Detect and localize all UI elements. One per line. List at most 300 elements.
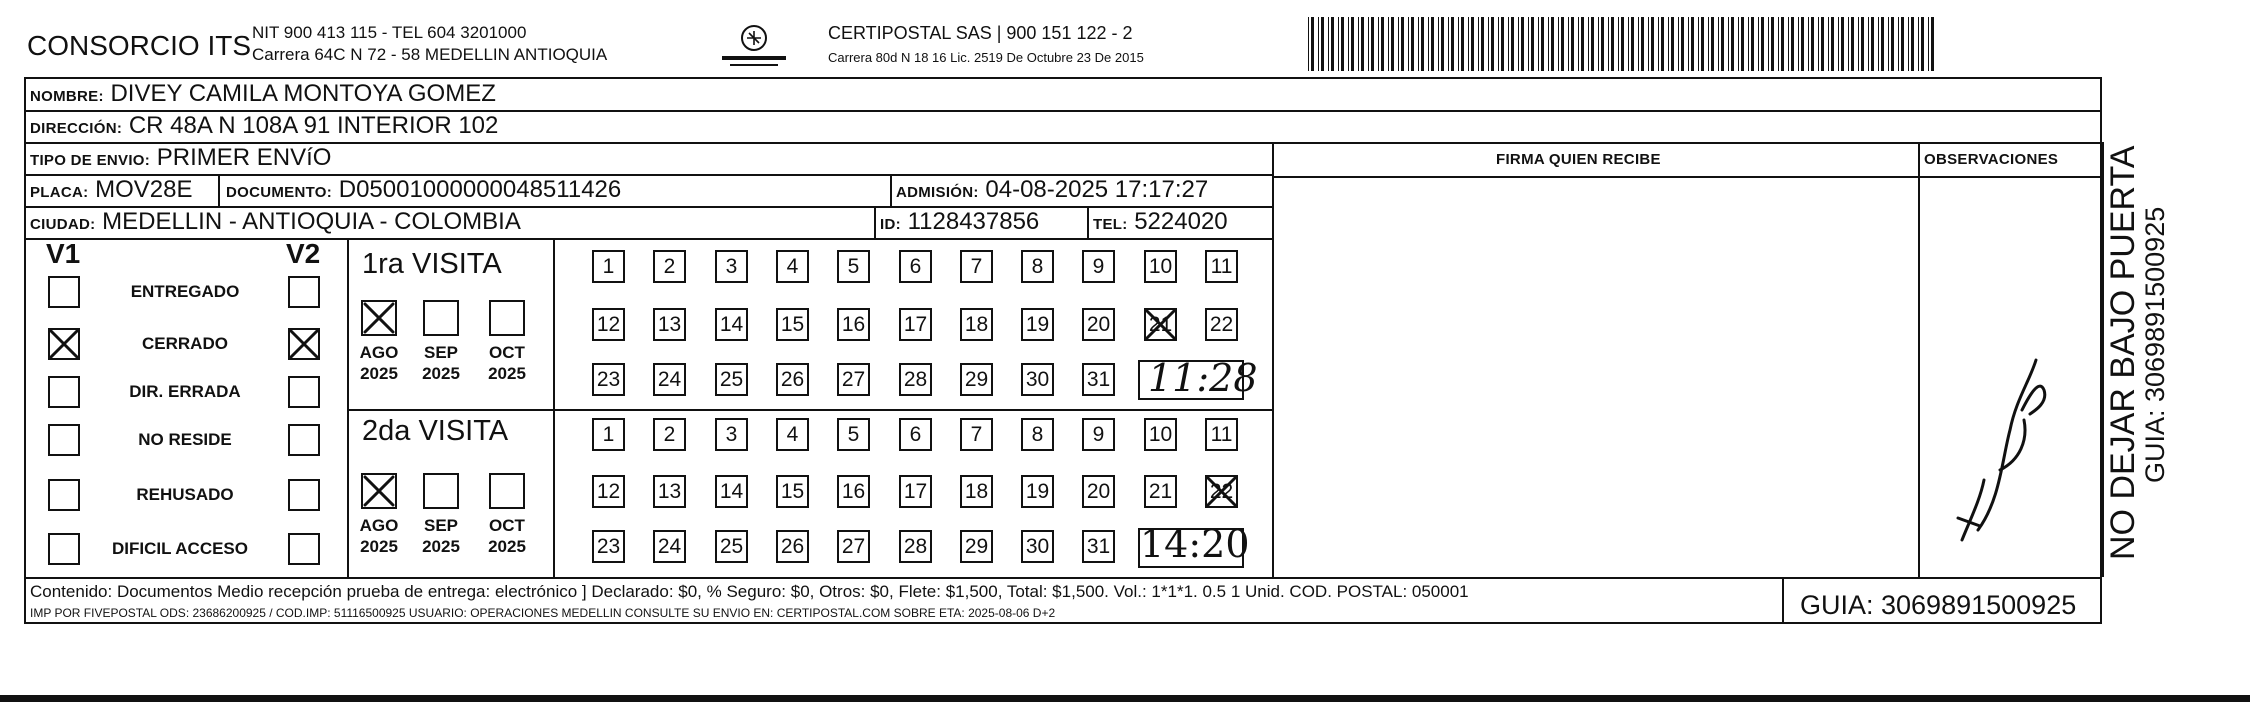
barcode-bar — [1351, 17, 1354, 71]
day-number: 18 — [964, 480, 989, 503]
observaciones-label: OBSERVACIONES — [1924, 151, 2059, 168]
month-name: SEP — [423, 516, 459, 535]
v1-label: V1 — [46, 238, 81, 269]
day-box[interactable] — [1082, 363, 1115, 396]
day-box[interactable] — [1082, 530, 1115, 563]
carrier-name: CERTIPOSTAL SAS | 900 151 122 - 2 — [828, 23, 1133, 43]
status-label: NO RESIDE — [138, 430, 232, 449]
day-number: 30 — [1025, 368, 1050, 391]
barcode-bar — [1781, 17, 1784, 71]
barcode-bar — [1441, 17, 1444, 71]
barcode-bar — [1638, 17, 1639, 71]
barcode-bar — [1851, 17, 1854, 71]
day-number: 28 — [903, 535, 928, 558]
day-number: 24 — [657, 535, 682, 558]
day-box[interactable] — [715, 308, 748, 341]
barcode-bar — [1728, 17, 1729, 71]
barcode-bar — [1461, 17, 1464, 71]
day-box[interactable] — [715, 530, 748, 563]
day-number: 17 — [903, 480, 928, 503]
barcode-bar — [1681, 17, 1684, 71]
day-box[interactable] — [776, 363, 809, 396]
barcode-bar — [1671, 17, 1674, 71]
firma-label: FIRMA QUIEN RECIBE — [1496, 151, 1661, 168]
id-row — [880, 208, 1039, 236]
recipient-name: DIVEY CAMILA MONTOYA GOMEZ — [110, 80, 496, 107]
barcode-bar — [1808, 17, 1809, 71]
documento-row — [226, 176, 621, 204]
barcode-bar — [1848, 17, 1849, 71]
month-label — [354, 342, 404, 384]
day-number: 15 — [780, 313, 805, 336]
month-label — [482, 515, 532, 557]
day-box[interactable] — [1082, 475, 1115, 508]
check-x-mark — [48, 328, 80, 360]
day-box[interactable] — [960, 363, 993, 396]
barcode-bar — [1311, 17, 1314, 71]
admision-label: ADMISIÓN: — [896, 184, 979, 201]
barcode-bar — [1758, 17, 1759, 71]
day-box[interactable] — [776, 308, 809, 341]
day-box[interactable] — [960, 530, 993, 563]
barcode-bar — [1331, 17, 1334, 71]
day-number: 29 — [964, 368, 989, 391]
day-number: 26 — [780, 368, 805, 391]
day-box[interactable] — [1021, 308, 1054, 341]
day-box[interactable] — [1082, 418, 1115, 451]
barcode-bar — [1358, 17, 1359, 71]
day-box[interactable] — [960, 250, 993, 283]
barcode-bar — [1831, 17, 1834, 71]
day-number: 22 — [1209, 313, 1234, 336]
day-box[interactable] — [1205, 250, 1238, 283]
month-checkbox[interactable] — [489, 300, 525, 336]
barcode-bar — [1388, 17, 1389, 71]
side-guia-text: GUIA: 3069891500925 — [2140, 206, 2170, 483]
barcode-bar — [1551, 17, 1554, 71]
day-box[interactable] — [592, 250, 625, 283]
barcode-bar — [1421, 17, 1424, 71]
barcode-bar — [1881, 17, 1884, 71]
day-box[interactable] — [1205, 475, 1238, 508]
id-value: 1128437856 — [907, 208, 1040, 235]
day-number: 18 — [964, 313, 989, 336]
day-number: 1 — [602, 423, 615, 446]
day-number: 4 — [786, 423, 799, 446]
day-number: 10 — [1148, 255, 1173, 278]
barcode-bar — [1518, 17, 1519, 71]
barcode-bar — [1438, 17, 1439, 71]
barcode-bar — [1528, 17, 1529, 71]
day-number: 11 — [1210, 255, 1233, 278]
v2-status-checkbox[interactable] — [288, 328, 320, 360]
barcode-bar — [1871, 17, 1874, 71]
day-number: 5 — [847, 255, 860, 278]
month-checkbox[interactable] — [423, 473, 459, 509]
admision-row — [896, 176, 1208, 204]
barcode-bar — [1478, 17, 1479, 71]
barcode-bar — [1741, 17, 1744, 71]
barcode-bar — [1801, 17, 1804, 71]
day-box[interactable] — [960, 308, 993, 341]
day-box[interactable] — [653, 363, 686, 396]
v2-status-checkbox[interactable] — [288, 276, 320, 308]
v1-status-checkbox[interactable] — [48, 479, 80, 511]
barcode-bar — [1361, 17, 1364, 71]
tel-value: 5224020 — [1134, 208, 1228, 235]
day-box[interactable] — [653, 308, 686, 341]
month-label — [416, 342, 466, 384]
status-label: CERRADO — [142, 334, 228, 353]
month-name: OCT — [489, 516, 525, 535]
v2-status-checkbox[interactable] — [288, 533, 320, 565]
barcode-bar — [1348, 17, 1349, 71]
barcode-bar — [1928, 17, 1929, 71]
barcode-bar — [1698, 17, 1699, 71]
day-box[interactable] — [1144, 418, 1177, 451]
day-box[interactable] — [837, 530, 870, 563]
month-checkbox[interactable] — [423, 300, 459, 336]
barcode-bar — [1661, 17, 1664, 71]
v2-status-checkbox[interactable] — [288, 424, 320, 456]
barcode-bar — [1761, 17, 1764, 71]
day-number: 15 — [780, 480, 805, 503]
barcode-bar — [1511, 17, 1514, 71]
day-number: 31 — [1086, 535, 1111, 558]
barcode-bar — [1428, 17, 1429, 71]
month-checkbox[interactable] — [361, 473, 397, 509]
day-box[interactable] — [899, 250, 932, 283]
month-name: SEP — [423, 343, 459, 362]
barcode-bar — [1648, 17, 1649, 71]
barcode-bar — [1838, 17, 1839, 71]
placa-row — [30, 176, 193, 204]
barcode-bar — [1868, 17, 1869, 71]
barcode-bar — [1878, 17, 1879, 71]
barcode-bar — [1658, 17, 1659, 71]
day-number: 5 — [847, 423, 860, 446]
day-box[interactable] — [592, 308, 625, 341]
barcode-bar — [1908, 17, 1909, 71]
admision-value: 04-08-2025 17:17:27 — [985, 176, 1209, 203]
day-number: 8 — [1031, 423, 1044, 446]
footer-print-info: IMP POR FIVEPOSTAL ODS: 23686200925 / COD.IMP: 51116500925 USUARIO: OPERACIONES MEDELLIN CONSULTE SU ENVIO EN: CERTIPOSTAL.COM SOBRE ETA: 2025-08-06 D+2 — [30, 606, 1056, 620]
status-label: REHUSADO — [136, 485, 234, 504]
day-box[interactable] — [592, 418, 625, 451]
day-box[interactable] — [899, 308, 932, 341]
day-box[interactable] — [1205, 418, 1238, 451]
barcode-bar — [1328, 17, 1329, 71]
barcode-bar — [1691, 17, 1694, 71]
day-box[interactable] — [592, 475, 625, 508]
status-label: DIFICIL ACCESO — [111, 539, 248, 558]
visit2-title: 2da VISITA — [362, 415, 509, 447]
recipient-address: CR 48A N 108A 91 INTERIOR 102 — [128, 112, 499, 139]
barcode-bar — [1861, 17, 1864, 71]
day-number: 12 — [596, 480, 621, 503]
day-box[interactable] — [1082, 250, 1115, 283]
barcode-bar — [1891, 17, 1894, 71]
guide-frame — [24, 77, 2102, 624]
day-number: 19 — [1025, 480, 1050, 503]
day-box[interactable] — [1082, 308, 1115, 341]
barcode-bar — [1568, 17, 1569, 71]
barcode-bar — [1391, 17, 1394, 71]
ciudad-value: MEDELLIN - ANTIOQUIA - COLOMBIA — [102, 208, 521, 235]
month-year: 2025 — [360, 537, 398, 556]
day-number: 9 — [1092, 423, 1105, 446]
barcode-bar — [1748, 17, 1749, 71]
day-number: 26 — [780, 535, 805, 558]
day-number: 14 — [719, 313, 744, 336]
day-number: 4 — [786, 255, 799, 278]
barcode-bar — [1611, 17, 1614, 71]
barcode-bar — [1491, 17, 1494, 71]
check-x-mark — [288, 328, 320, 360]
barcode-bar — [1751, 17, 1754, 71]
barcode-bar — [1788, 17, 1789, 71]
barcode-bar — [1458, 17, 1459, 71]
barcode-bar — [1618, 17, 1619, 71]
day-number: 3 — [725, 255, 738, 278]
barcode-bar — [1578, 17, 1579, 71]
status-label: DIR. ERRADA — [129, 382, 241, 401]
day-box[interactable] — [960, 475, 993, 508]
barcode-bar — [1708, 17, 1709, 71]
company-name: CONSORCIO ITS — [27, 30, 252, 61]
barcode-bar — [1468, 17, 1469, 71]
day-number: 19 — [1025, 313, 1050, 336]
barcode-bar — [1711, 17, 1714, 71]
ciudad-label: CIUDAD: — [30, 216, 96, 233]
check-x-mark — [362, 301, 396, 335]
barcode-bar — [1561, 17, 1564, 71]
day-number: 7 — [970, 255, 983, 278]
barcode-bar — [1308, 17, 1309, 71]
month-name: AGO — [359, 516, 399, 535]
month-year: 2025 — [360, 364, 398, 383]
day-box[interactable] — [1021, 363, 1054, 396]
barcode-bar — [1321, 17, 1324, 71]
day-box[interactable] — [653, 530, 686, 563]
day-box[interactable] — [837, 418, 870, 451]
tel-row — [1093, 208, 1228, 236]
day-box[interactable] — [899, 530, 932, 563]
month-checkbox[interactable] — [361, 300, 397, 336]
barcode-bar — [1418, 17, 1419, 71]
barcode-bar — [1768, 17, 1769, 71]
day-box[interactable] — [653, 475, 686, 508]
day-box[interactable] — [1021, 475, 1054, 508]
company-nit: NIT 900 413 115 - TEL 604 3201000 — [252, 23, 527, 42]
address-label: DIRECCIÓN: — [30, 120, 123, 137]
day-box[interactable] — [1205, 308, 1238, 341]
day-box[interactable] — [715, 475, 748, 508]
day-number: 16 — [841, 313, 866, 336]
day-number: 29 — [964, 535, 989, 558]
day-box[interactable] — [715, 418, 748, 451]
day-number: 16 — [841, 480, 866, 503]
barcode-bar — [1318, 17, 1319, 71]
day-box[interactable] — [715, 250, 748, 283]
barcode-bar — [1608, 17, 1609, 71]
barcode-bar — [1411, 17, 1414, 71]
day-box[interactable] — [960, 418, 993, 451]
address-row — [30, 112, 498, 140]
day-box[interactable] — [776, 418, 809, 451]
bottom-edge — [0, 695, 2250, 702]
recipient-signature — [1940, 330, 2060, 550]
barcode-bar — [1778, 17, 1779, 71]
v1-status-checkbox[interactable] — [48, 533, 80, 565]
day-box[interactable] — [592, 363, 625, 396]
day-number: 27 — [841, 535, 866, 558]
placa-value: MOV28E — [95, 176, 193, 203]
day-box[interactable] — [837, 250, 870, 283]
barcode-bar — [1381, 17, 1384, 71]
month-label — [416, 515, 466, 557]
day-number: 13 — [657, 480, 682, 503]
day-box[interactable] — [653, 418, 686, 451]
barcode-bar — [1341, 17, 1344, 71]
barcode-bar — [1471, 17, 1474, 71]
barcode-bar — [1811, 17, 1814, 71]
day-number: 17 — [903, 313, 928, 336]
day-number: 2 — [663, 255, 676, 278]
barcode-bar — [1498, 17, 1499, 71]
day-box[interactable] — [1021, 418, 1054, 451]
day-number: 8 — [1031, 255, 1044, 278]
day-number: 22 — [1209, 480, 1234, 503]
barcode-bar — [1508, 17, 1509, 71]
barcode-bar — [1628, 17, 1629, 71]
barcode-bar — [1408, 17, 1409, 71]
day-number: 23 — [596, 368, 621, 391]
barcode-bar — [1588, 17, 1589, 71]
day-number: 27 — [841, 368, 866, 391]
v1-status-checkbox[interactable] — [48, 424, 80, 456]
barcode — [1308, 17, 1942, 71]
ciudad-row — [30, 208, 521, 236]
barcode-bar — [1558, 17, 1559, 71]
visit1-title: 1ra VISITA — [362, 248, 502, 280]
day-number: 10 — [1148, 423, 1173, 446]
day-box[interactable] — [1144, 250, 1177, 283]
barcode-bar — [1581, 17, 1584, 71]
barcode-bar — [1451, 17, 1454, 71]
day-box[interactable] — [715, 363, 748, 396]
month-name: AGO — [359, 343, 399, 362]
barcode-bar — [1401, 17, 1404, 71]
day-box[interactable] — [1144, 475, 1177, 508]
carrier-address: Carrera 80d N 18 16 Lic. 2519 De Octubre 23 De 2015 — [828, 50, 1144, 65]
v1-status-checkbox[interactable] — [48, 276, 80, 308]
day-number: 6 — [909, 423, 922, 446]
barcode-bar — [1398, 17, 1399, 71]
v2-status-checkbox[interactable] — [288, 376, 320, 408]
day-box[interactable] — [1144, 308, 1177, 341]
day-box[interactable] — [837, 308, 870, 341]
barcode-bar — [1521, 17, 1524, 71]
day-box[interactable] — [1021, 250, 1054, 283]
documento-label: DOCUMENTO: — [226, 184, 333, 201]
certipostal-logo — [718, 22, 790, 70]
barcode-bar — [1338, 17, 1339, 71]
day-box[interactable] — [899, 363, 932, 396]
day-box[interactable] — [837, 363, 870, 396]
day-box[interactable] — [776, 250, 809, 283]
day-number: 14 — [719, 480, 744, 503]
barcode-bar — [1601, 17, 1604, 71]
barcode-bar — [1688, 17, 1689, 71]
day-number: 28 — [903, 368, 928, 391]
day-number: 6 — [909, 255, 922, 278]
v1-status-checkbox[interactable] — [48, 328, 80, 360]
barcode-bar — [1821, 17, 1824, 71]
day-box[interactable] — [653, 250, 686, 283]
day-box[interactable] — [899, 418, 932, 451]
status-label: ENTREGADO — [130, 282, 240, 301]
month-label — [482, 342, 532, 384]
day-box[interactable] — [1021, 530, 1054, 563]
barcode-bar — [1541, 17, 1544, 71]
day-box[interactable] — [837, 475, 870, 508]
day-number: 3 — [725, 423, 738, 446]
day-number: 9 — [1092, 255, 1105, 278]
barcode-bar — [1841, 17, 1844, 71]
barcode-bar — [1721, 17, 1724, 71]
barcode-bar — [1531, 17, 1534, 71]
barcode-bar — [1898, 17, 1899, 71]
barcode-bar — [1668, 17, 1669, 71]
barcode-bar — [1798, 17, 1799, 71]
day-number: 20 — [1086, 313, 1111, 336]
barcode-bar — [1591, 17, 1594, 71]
day-box[interactable] — [776, 530, 809, 563]
day-number: 30 — [1025, 535, 1050, 558]
v2-status-checkbox[interactable] — [288, 479, 320, 511]
name-label: NOMBRE: — [30, 88, 104, 105]
day-box[interactable] — [899, 475, 932, 508]
barcode-bar — [1858, 17, 1859, 71]
documento-value: D05001000000048511426 — [338, 176, 622, 203]
day-box[interactable] — [776, 475, 809, 508]
day-box[interactable] — [592, 530, 625, 563]
month-name: OCT — [489, 343, 525, 362]
visit1-time: 11:28 — [1148, 356, 1258, 400]
day-number: 2 — [663, 423, 676, 446]
month-label — [354, 515, 404, 557]
day-number: 31 — [1086, 368, 1111, 391]
v1-status-checkbox[interactable] — [48, 376, 80, 408]
barcode-bar — [1718, 17, 1719, 71]
day-number: 25 — [719, 368, 744, 391]
barcode-bar — [1791, 17, 1794, 71]
company-address: Carrera 64C N 72 - 58 MEDELLIN ANTIOQUIA — [252, 45, 608, 64]
barcode-bar — [1651, 17, 1654, 71]
day-number: 7 — [970, 423, 983, 446]
barcode-bar — [1641, 17, 1644, 71]
barcode-bar — [1828, 17, 1829, 71]
footer-contents: Contenido: Documentos Medio recepción prueba de entrega: electrónico ] Declarado: $0, % Seguro: $0, Otros: $0, Flete: $1,500, Total: $1,500. Vol.: 1*1*1. 0.5 1 Unid. COD. POSTAL: 050001 — [30, 582, 1469, 601]
barcode-bar — [1911, 17, 1914, 71]
tel-label: TEL: — [1093, 216, 1128, 233]
barcode-bar — [1731, 17, 1734, 71]
barcode-bar — [1631, 17, 1634, 71]
month-checkbox[interactable] — [489, 473, 525, 509]
barcode-bar — [1571, 17, 1574, 71]
tipo-envio: PRIMER ENVíO — [156, 144, 332, 171]
